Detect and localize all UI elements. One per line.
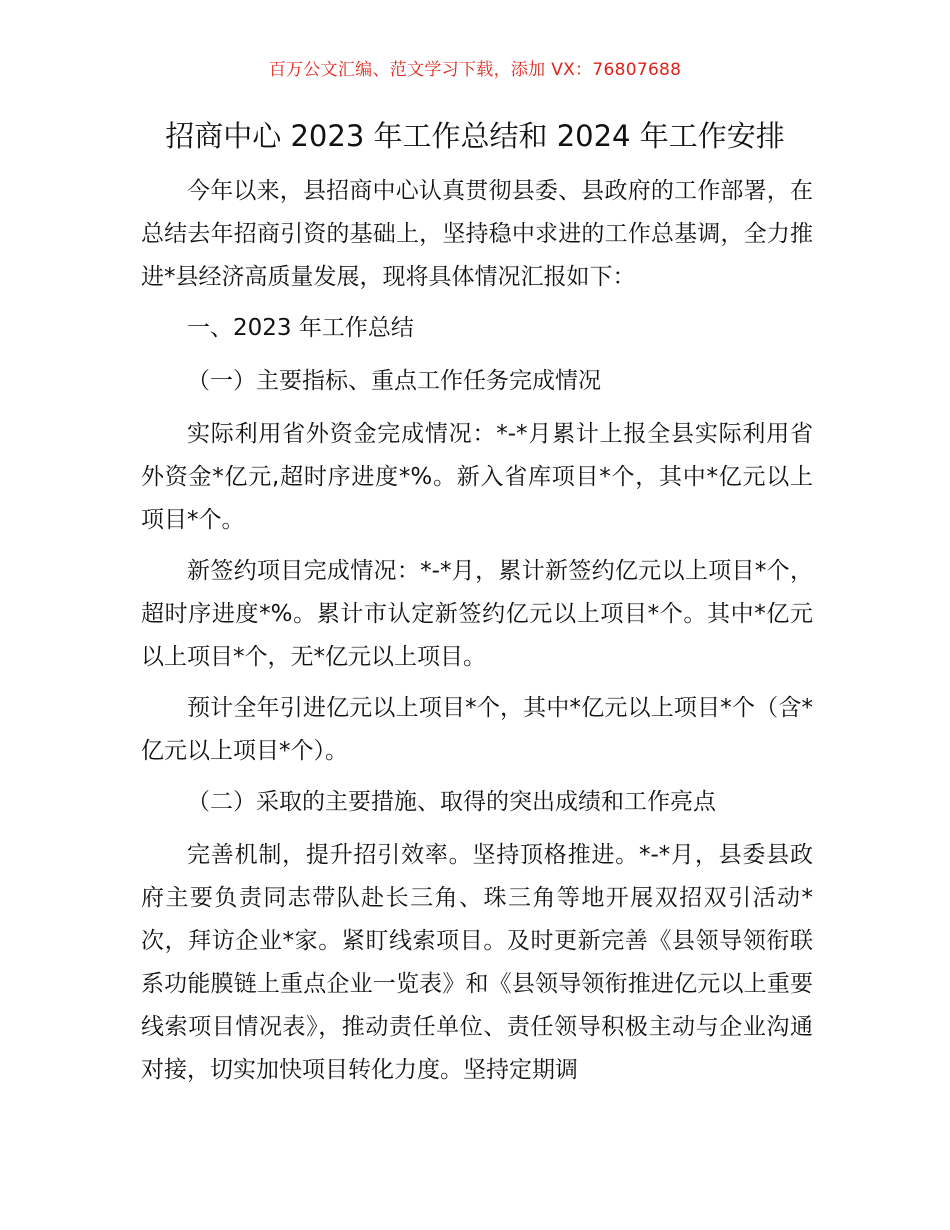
document-title: 招商中心 2023 年工作总结和 2024 年工作安排 [165, 119, 785, 153]
subsection-heading-indicators: （一）主要指标、重点工作任务完成情况 [187, 368, 601, 394]
header-watermark-note: 百万公文汇编、范文学习下载，添加 VX：76807688 [268, 60, 682, 80]
paragraph-annual-forecast: 预计全年引进亿元以上项目*个，其中*亿元以上项目*个（含*亿元以上项目*个）。 [141, 695, 813, 764]
document-body [141, 170, 813, 1100]
section-heading-2023-summary: 一、2023 年工作总结 [187, 315, 414, 341]
paragraph-mechanism: 完善机制，提升招引效率。坚持顶格推进。*-*月，县委县政府主要负责同志带队赴长三角、珠三角等地开展双招双引活动*次，拜访企业*家。紧盯线索项目。及时更新完善《县领导领衔联系功能膜链上重点企业一览表》和《县领导领衔推进亿元以上重要线索项目情况表》，推动责任单位、责任领导积极主动与企业沟通对接，切实加快项目转化力度。坚持定期调 [141, 842, 813, 1083]
paragraph-investment: 实际利用省外资金完成情况：*-*月累计上报全县实际利用省外资金*亿元,超时序进度*%。新入省库项目*个，其中*亿元以上项目*个。 [141, 421, 813, 533]
paragraph-new-signed-projects: 新签约项目完成情况：*-*月，累计新签约亿元以上项目*个，超时序进度*%。累计市认定新签约亿元以上项目*个。其中*亿元以上项目*个，无*亿元以上项目。 [141, 558, 813, 670]
intro-paragraph: 今年以来，县招商中心认真贯彻县委、县政府的工作部署，在总结去年招商引资的基础上，坚持稳中求进的工作总基调，全力推进*县经济高质量发展，现将具体情况汇报如下： [141, 178, 813, 290]
subsection-heading-measures: （二）采取的主要措施、取得的突出成绩和工作亮点 [187, 789, 716, 815]
